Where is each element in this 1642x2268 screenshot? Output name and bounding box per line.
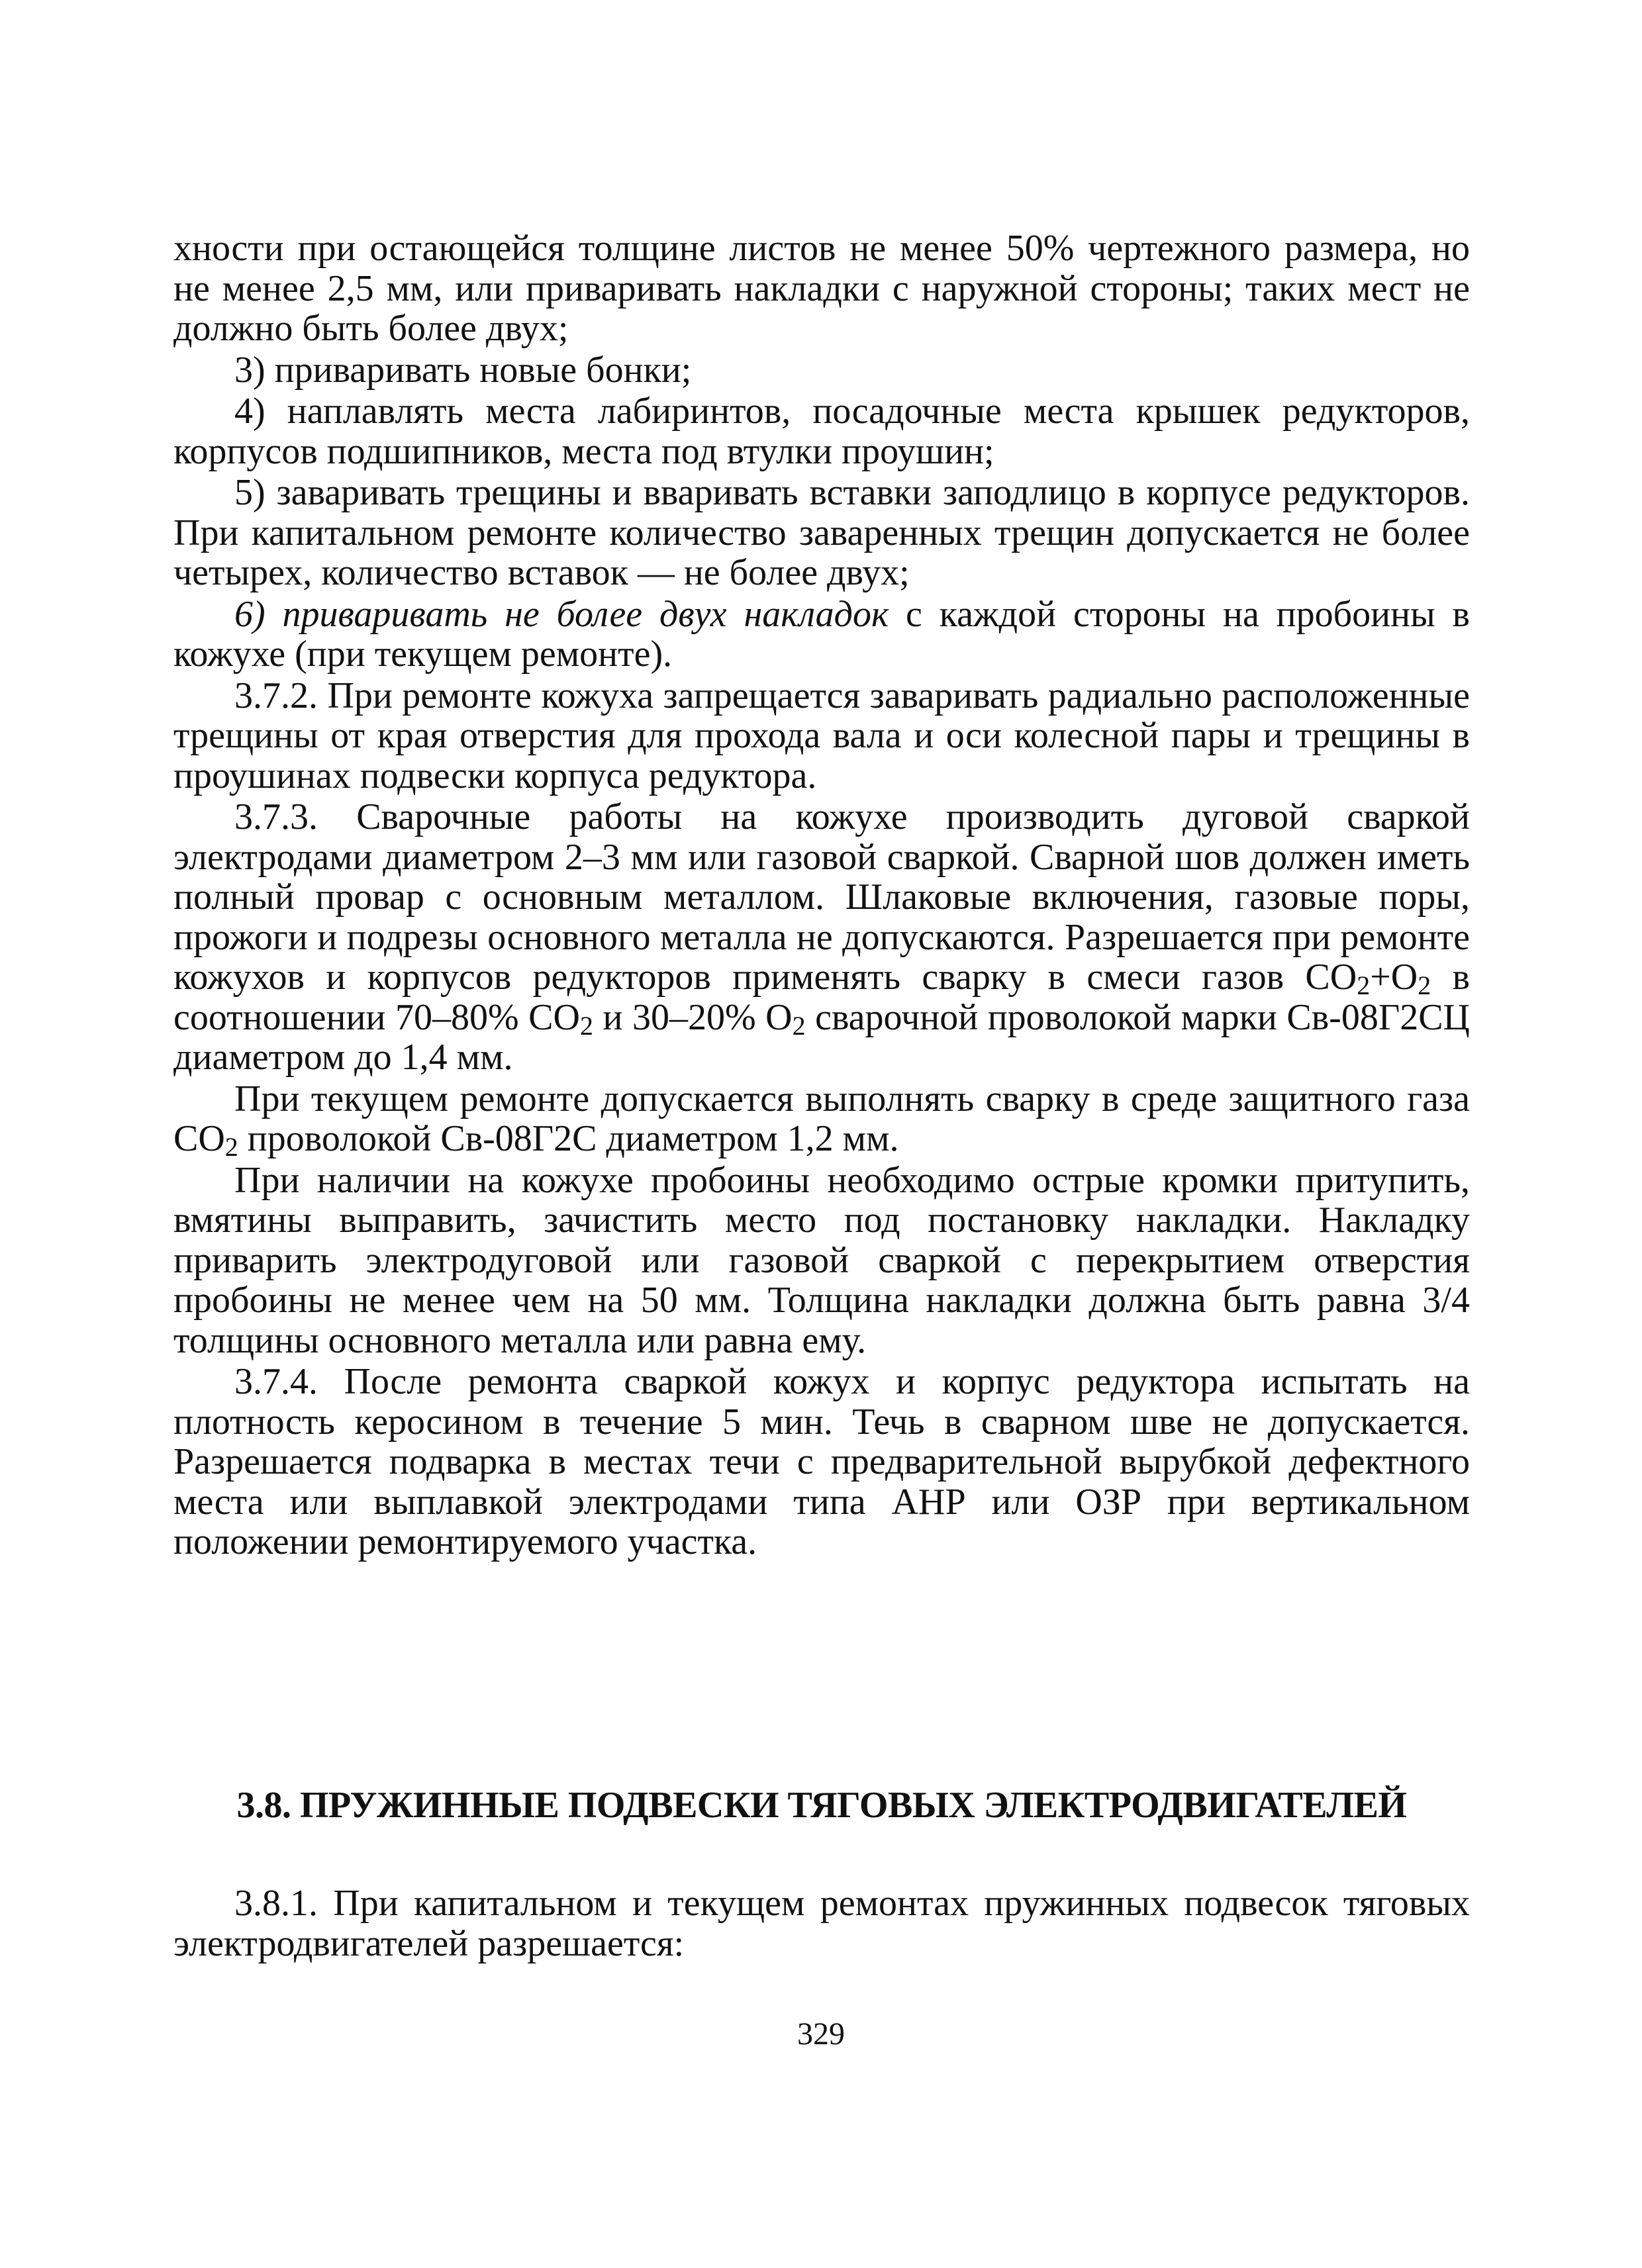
p373-sub-2: 2 (1418, 970, 1431, 1000)
pcr-text-a: При текущем ремонте допускается выполнять сварку в среде защитного газа CO (173, 1078, 1470, 1159)
pcr-sub-1: 2 (224, 1132, 238, 1162)
paragraph-3-7-2: 3.7.2. При ремонте кожуха запрещается заваривать радиально расположенные трещины от края отверстия для прохода вала и оси колесной пары и трещины в проушинах подвески корпуса редуктора. (173, 675, 1470, 796)
paragraph-current-repair (173, 1078, 1470, 1162)
list-item-6-italic: 6) приваривать не более двух накладок (234, 593, 889, 635)
list-item-6 (173, 594, 1470, 675)
pcr-text-b: проволокой Св-08Г2С диаметром 1,2 мм. (238, 1118, 899, 1159)
p373-sub-4: 2 (792, 1010, 806, 1041)
page-number: 329 (797, 2016, 845, 2052)
p373-text-d: и 30–20% O (593, 996, 793, 1038)
list-item-3: 3) приваривать новые бонки; (234, 349, 692, 391)
p373-text-c: в соотношении 70–80% CO (173, 957, 1470, 1038)
p373-sub-3: 2 (579, 1010, 593, 1041)
list-item-5: 5) заваривать трещины и вваривать вставки заподлицо в корпусе редукторов. При капитальном ремонте количество заваренных трещин допускается не более четырех, количество вставок — не более двух; (173, 472, 1470, 593)
section-heading: 3.8. ПРУЖИННЫЕ ПОДВЕСКИ ТЯГОВЫХ ЭЛЕКТРОДВИГАТЕЛЕЙ (236, 1785, 1407, 1826)
body-text (173, 228, 1470, 1562)
p373-text-b: +O (1370, 957, 1418, 998)
paragraph-3-7-4: 3.7.4. После ремонта сваркой кожух и корпус редуктора испытать на плотность керосином в течение 5 мин. Течь в сварном шве не допускается. Разрешается подварка в местах течи с предварительной вырубкой дефектного места или выплавкой электродами типа АНР или ОЗР при вертикальном положении ремонтируемого участка. (173, 1361, 1470, 1562)
paragraph-3-8-1: 3.8.1. При капитальном и текущем ремонтах пружинных подвесок тяговых электродвигателей разрешается: (173, 1883, 1470, 1964)
p373-sub-1: 2 (1357, 970, 1371, 1000)
p373-text-a: 3.7.3. Сварочные работы на кожухе производить дуговой сваркой электродами диаметром 2–3 мм или газовой сваркой. Сварной шов должен иметь полный провар с основным металлом. Шлаковые включения, газовые поры, прожоги и подрезы основного металла не допускаются. Разрешается при ремонте кожухов и корпусов редукторов применять сварку в смеси газов CO (173, 796, 1470, 998)
list-item-4: 4) наплавлять места лабиринтов, посадочные места крышек редукторов, корпусов подшипников, места под втулки проушин; (173, 391, 1470, 472)
paragraph-3-7-3 (173, 797, 1470, 1078)
p373-text-e: сварочной проволокой марки Св-08Г2СЦ диаметром до 1,4 мм. (173, 996, 1471, 1078)
list-item-6-rest: с каждой стороны на пробоины в кожухе (при текущем ремонте). (173, 593, 1470, 675)
paragraph-continuation: хности при остающейся толщине листов не менее 50% чертежного размера, но не менее 2,5 мм, или приваривать накладки с наружной стороны; таких мест не должно быть более двух; (173, 228, 1470, 349)
paragraph-puncture: При наличии на кожухе пробоины необходимо острые кромки притупить, вмятины выправить, зачистить место под постановку накладки. Накладку приварить электродуговой или газовой сваркой с перекрытием отверстия пробоины не менее чем на 50 мм. Толщина накладки должна быть равна 3/4 толщины основного металла или равна ему. (173, 1159, 1470, 1361)
